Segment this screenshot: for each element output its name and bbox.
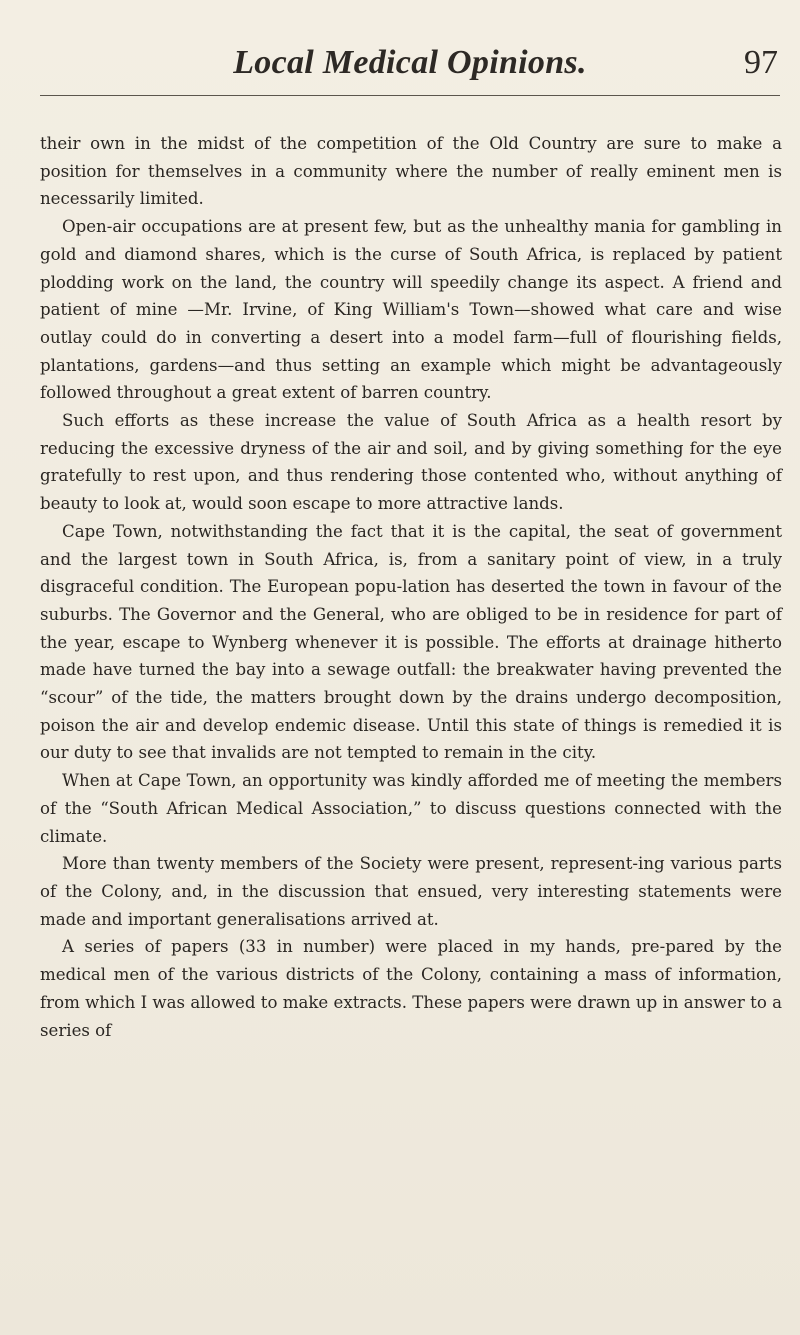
paragraph-cape-town-sanitation: Cape Town, notwithstanding the fact that it is the capital, the seat of government and the largest town in South Africa, is, from a sanitary point of view, in a truly disgraceful condition. The European popu-lation has deserted the town in favour of the suburbs. The Governor and the General, who are obliged to be in residence for part of the year, escape to Wynberg whenever it is possible. The efforts at drainage hitherto made have turned the bay into a sewage outfall: the breakwater having prevented the “scour” of the tide, the matters brought down by the drains undergo decomposition, poison the air and develop endemic disease. Until this state of things is remedied it is our duty to see that invalids are not tempted to remain in the city. — [40, 521, 782, 763]
paragraph-open-air-occupations: Open-air occupations are at present few, but as the unhealthy mania for gambling in gold and diamond shares, which is the curse of South Africa, is replaced by patient plodding work on the land, the country will speedily change its aspect. A friend and patient of mine —Mr. Irvine, of King William's Town—showed what care and wise outlay could do in converting a desert into a model farm—full of flourishing fields, plantations, gardens—and thus setting an example which might be advantageously followed throughout a great extent of barren country. — [40, 217, 782, 403]
paragraph-series-of-papers: A series of papers (33 in number) were placed in my hands, pre-pared by the medical men of the various districts of the Colony, containing a mass of information, from which I was allowed to make extracts. These papers were drawn up in answer to a series of — [40, 937, 782, 1040]
running-title: Local Medical Opinions. — [233, 44, 587, 81]
body-text — [40, 130, 782, 1044]
paragraph-continuation: their own in the midst of the competition of the Old Country are sure to make a position for themselves in a community where the number of really eminent men is necessarily limited. — [40, 134, 782, 209]
page-number: 97 — [744, 44, 778, 81]
header-rule — [40, 95, 780, 96]
paragraph-health-resort: Such efforts as these increase the value of South Africa as a health resort by reducing the excessive dryness of the air and soil, and by giving something for the eye gratefully to rest upon, and thus rendering those contented who, without anything of beauty to look at, would soon escape to more attractive lands. — [40, 411, 782, 514]
paragraph-medical-association: When at Cape Town, an opportunity was kindly afforded me of meeting the members of the “South African Medical Association,” to discuss questions connected with the climate. — [40, 771, 782, 846]
paragraph-society-members: More than twenty members of the Society were present, represent-ing various parts of the Colony, and, in the discussion that ensued, very interesting statements were made and important generalisations arrived at. — [40, 854, 782, 929]
page-header — [40, 44, 780, 94]
